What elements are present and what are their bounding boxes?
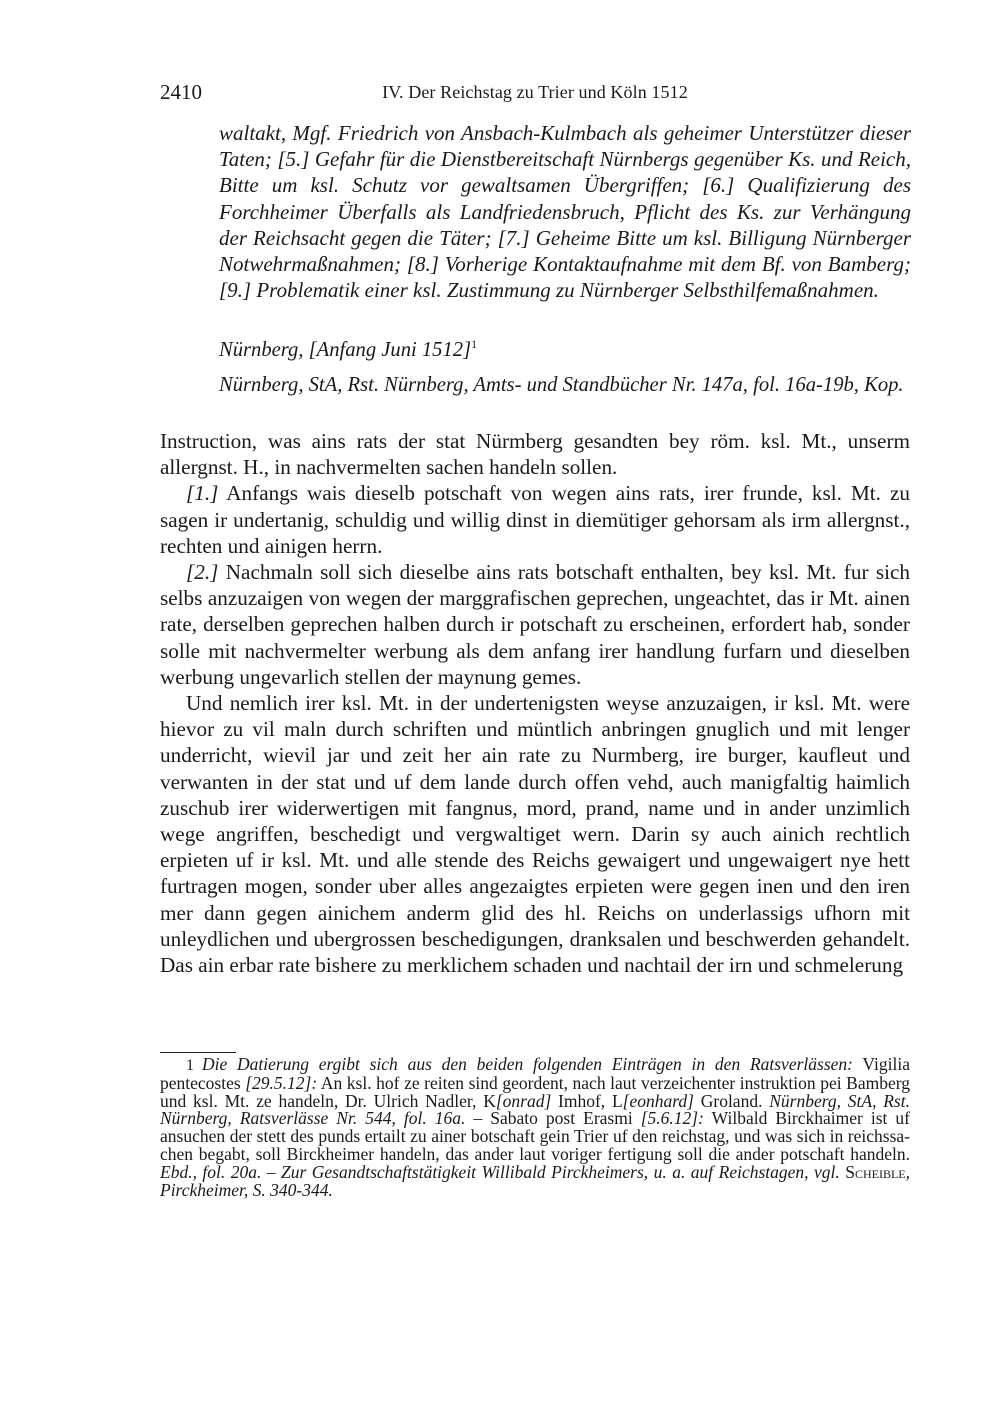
dateline [219, 339, 911, 361]
page-header [160, 80, 910, 106]
footnote-reference[interactable]: 1 [471, 337, 478, 352]
page-number: 2410 [160, 80, 202, 104]
footnote-segment: Ebd., fol. 20a. – Zur Gesandtschaftstätigkeit Willibald Pirckheimers, u. a. auf Reichstagen, vgl. [160, 1161, 840, 1182]
footnote-text [160, 1056, 910, 1199]
paragraph-2 [160, 559, 910, 690]
paragraph-1 [160, 480, 910, 559]
footnote-segment: Vigilia pentecostes [160, 1054, 910, 1093]
footnote-segment: , Pirckheimer, S. 340-344. [160, 1161, 910, 1200]
document-body [160, 428, 910, 978]
author-name: Scheible [839, 1161, 906, 1182]
footnote-segment: [29.5.12]: [245, 1072, 318, 1093]
paragraph-number: [2.] [186, 560, 219, 585]
paragraph-3: Und nemlich irer ksl. Mt. in der undertenigsten weyse anzuzaigen, ir ksl. Mt. were hievor zu vil maln durch schriften und müntlich anbringen gnuglich und mit lenger underricht, wievil jar und zeit her ain rate zu Nurmberg, ire burger, kaufleut und verwanten in der stat und uf dem lande durch offen vehd, auch manigfaltig haimlich zuschub irer widerwertigen mit fangnus, mord, prand, name und in ander unzimlich wege angriffen, beschedigt und vergwaltiget wern. Darin sy auch ainich rechtlich erpieten uf ir ksl. Mt. und alle stende des Reichs gewaigert und ungewaigert nye hett furtragen mogen, sonder uber alles angezaigtes erpieten were gegen inen und den iren mer dann gegen ainichem anderm glid des hl. Reichs on underlassigs ufhorn mit unleydlichen und ubergrossen beschedigungen, dranksalen und beschwerden gehandelt. Das ain erbar rate bishere zu merklichem schaden und nachtail der irn und schmelerung [160, 691, 910, 978]
footnote-segment: Groland. [693, 1090, 770, 1111]
regest-summary: waltakt, Mgf. Friedrich von Ansbach-Kulmbach als geheimer Unterstützer dieser Taten; [5.] Gefahr für die Dienstbereitschaft Nürnbergs gegenüber Ks. und Reich, Bitte um ksl. Schutz vor gewaltsamen Übergriffen; [6.] Qualifizierung des Forchheimer Überfalls als Landfriedensbruch, Pflicht des Ks. zur Verhängung der Reichsacht gegen die Täter; [7.] Geheime Bitte um ksl. Billigung Nürnberger Notwehrmaßnahmen; [8.] Vorherige Kontaktaufnahme mit dem Bf. von Bamberg; [9.] Problematik einer ksl. Zustimmung zu Nürnberger Selbsthilfemaßnahmen. [219, 121, 911, 303]
dateline-text: Nürnberg, [Anfang Juni 1512] [219, 339, 472, 361]
paragraph-text: Anfangs wais dieselb potschaft von wegen ains rats, irer frunde, ksl. Mt. zu sagen ir undertanig, schuldig und willig dinst in diemütiger gehorsam als irm allergnst., rechten und ainigen herrn. [160, 481, 910, 558]
footnote-segment: [eonhard] [622, 1090, 694, 1111]
intro-paragraph: Instruction, was ains rats der stat Nürmberg gesandten bey röm. ksl. Mt., unserm allergnst. H., in nachvermelten sachen handeln sollen. [160, 429, 910, 480]
paragraph-text: Nachmaln soll sich dieselbe ains rats botschaft enthalten, bey ksl. Mt. fur sich selbs anzuzaigen von wegen der marggrafischen geprechen, ungeachtet, das ir Mt. ainen rate, derselben geprechen halben durch ir potschaft zu erscheinen, erfordert hab, sonder solle mit nachvermelter werbung als dem anfang irer handlung furfarn und dieselben werbung ungevarlich stellen der maynung gemes. [160, 560, 910, 689]
footnote-segment: An ksl. hof ze reiten sind geordent, nach laut verzeichenter instruktion pei Bamberg und ksl. Mt. ze handeln, Dr. Ulrich Nadler, K [160, 1072, 910, 1111]
footnote-divider [160, 1052, 236, 1053]
footnote-segment: [onrad] [495, 1090, 552, 1111]
footnote-segment: [5.6.12]: [640, 1108, 704, 1129]
footnote-segment: Imhof, L [551, 1090, 623, 1111]
source-citation: Nürnberg, StA, Rst. Nürnberg, Amts- und Standbücher Nr. 147a, fol. 16a-19b, Kop. [219, 374, 904, 396]
footnote-segment: Wilbald Birckhaimer ist uf ansuchen der stett des punds ertailt zu ainer botschaft gein Trier uf den reichstag, und was sich in reichssachen begabt, soll Birckheimer handeln, das ander laut voriger fertigung soll die ander potschaft handeln. [160, 1108, 911, 1164]
footnote-segment: Die Datierung ergibt sich aus den beiden folgenden Einträgen in den Ratsverlässen: [202, 1054, 853, 1074]
footnote-mark: 1 [186, 1057, 194, 1074]
running-title: IV. Der Reichstag zu Trier und Köln 1512 [382, 82, 688, 102]
footnote-1 [160, 1056, 910, 1199]
footnote-segment: Nürnberg, StA, Rst. Nürnberg, Ratsverlässe Nr. 544, fol. 16a. [160, 1090, 910, 1129]
footnote-segment: – Sabato post Erasmi [465, 1108, 641, 1129]
paragraph-number: [1.] [186, 481, 219, 506]
